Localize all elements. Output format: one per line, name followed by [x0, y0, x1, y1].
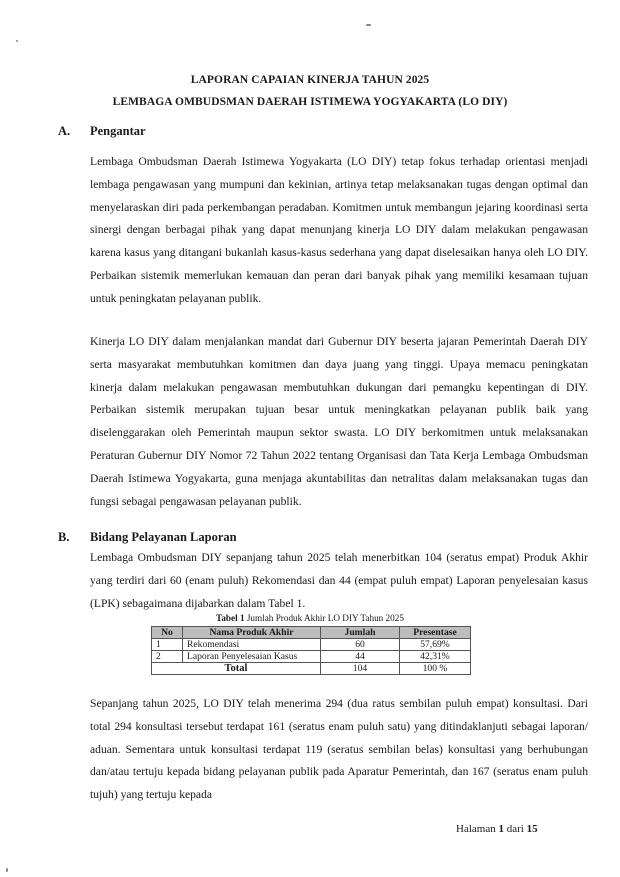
- scan-artifact: [6, 868, 8, 872]
- page-prefix: Halaman: [456, 823, 499, 835]
- consultation-paragraph: Sepanjang tahun 2025, LO DIY telah menerima 294 (dua ratus sembilan puluh empat) konsultasi. Dari total 294 konsultasi tersebut terdapat 161 (seratus enam puluh satu) yang ditindaklanjuti sebagai laporan/ aduan. Sementara untuk konsultasi terdapat 119 (seratus sembilan belas) konsultasi yang berhubungan dan/atau tertuju kepada bidang pelayanan publik pada Aparatur Pemerintah, dan 167 (seratus enam puluh tujuh) yang tertuju kepada: [90, 697, 588, 802]
- products-paragraph: Lembaga Ombudsman DIY sepanjang tahun 2025 telah menerbitkan 104 (seratus empat) Produk Akhir yang terdiri dari 60 (enam puluh) Rekomendasi dan 44 (empat puluh empat) Laporan penyelesaian kasus (LPK) sebagaimana dijabarkan dalam Tabel 1.: [90, 551, 588, 610]
- report-title: LAPORAN CAPAIAN KINERJA TAHUN 2025: [190, 74, 430, 86]
- total-count: 104: [321, 663, 400, 675]
- cell-percent: 42,31%: [400, 651, 471, 663]
- table-row: [152, 639, 471, 651]
- cell-count: 60: [321, 639, 400, 651]
- section-title: Bidang Pelayanan Laporan: [90, 530, 237, 544]
- table-total-row: [152, 663, 471, 675]
- table-row: [152, 651, 471, 663]
- table-caption-text: Jumlah Produk Akhir LO DIY Tahun 2025: [244, 613, 404, 623]
- table-header-row: [152, 627, 471, 639]
- final-products-table: [151, 626, 471, 675]
- intro-paragraph-2: Kinerja LO DIY dalam menjalankan mandat dari Gubernur DIY beserta jajaran Pemerintah Daerah DIY serta masyarakat membutuhkan komitmen dan daya juang yang tinggi. Upaya memacu peningkatan kinerja dalam melakukan pengawasan membutuhkan dukungan dari pemangku kepentingan di DIY. Perbaikan sistemik merupakan tujuan besar untuk meningkatkan pelayanan publik baik yang diselenggarakan oleh Pemerintah maupun sektor swasta. LO DIY berkomitmen untuk melaksanakan Peraturan Gubernur DIY Nomor 72 Tahun 2022 tentang Organisasi dan Tata Kerja Lembaga Ombudsman Daerah Istimewa Yogyakarta, guna menjaga akuntabilitas dan netralitas dalam melaksanakan tugas dan fungsi sebagai pengawasan pelayanan publik.: [90, 335, 588, 508]
- page-middle: dari: [503, 823, 527, 835]
- cell-count: 44: [321, 651, 400, 663]
- table-caption-label: Tabel 1: [216, 613, 245, 623]
- page-number: [456, 823, 538, 835]
- cell-no: 1: [152, 639, 183, 651]
- section-letter: B.: [58, 530, 70, 544]
- col-header-name: Nama Produk Akhir: [183, 627, 321, 639]
- section-letter: A.: [58, 124, 71, 138]
- cell-percent: 57,69%: [400, 639, 471, 651]
- total-label: Total: [152, 663, 321, 675]
- total-pages: 15: [526, 823, 538, 835]
- section-b-heading: [58, 530, 237, 545]
- cell-name: Rekomendasi: [183, 639, 321, 651]
- section-a-heading: [58, 124, 146, 139]
- scan-artifact: [366, 24, 371, 26]
- intro-paragraph-1: Lembaga Ombudsman Daerah Istimewa Yogyakarta (LO DIY) tetap fokus terhadap orientasi menjadi lembaga pengawasan yang mumpuni dan kekinian, artinya tetap melaksanakan tugas dengan optimal dan menyelaraskan diri pada perkembangan peradaban. Komitmen untuk membangun jejaring koordinasi serta sinergi dengan berbagai pihak yang dapat menunjang kinerja LO DIY dalam melakukan pengawasan karena kasus yang ditangani bukanlah kasus-kasus sederhana yang dapat diselesaikan hanya oleh LO DIY. Perbaikan sistemik memerlukan kemauan dan peran dari banyak pihak yang memiliki kesamaan tujuan untuk peningkatan pelayanan publik.: [90, 155, 588, 305]
- current-page: 1: [498, 823, 504, 835]
- total-percent: 100 %: [400, 663, 471, 675]
- cell-no: 2: [152, 651, 183, 663]
- col-header-count: Jumlah: [321, 627, 400, 639]
- cell-name: Laporan Penyelesaian Kasus: [183, 651, 321, 663]
- col-header-percent: Presentase: [400, 627, 471, 639]
- section-title: Pengantar: [90, 124, 146, 138]
- scan-artifact: [16, 40, 18, 42]
- institution-title: LEMBAGA OMBUDSMAN DAERAH ISTIMEWA YOGYAKARTA (LO DIY): [112, 96, 508, 108]
- table-caption: [0, 613, 620, 623]
- col-header-no: No: [152, 627, 183, 639]
